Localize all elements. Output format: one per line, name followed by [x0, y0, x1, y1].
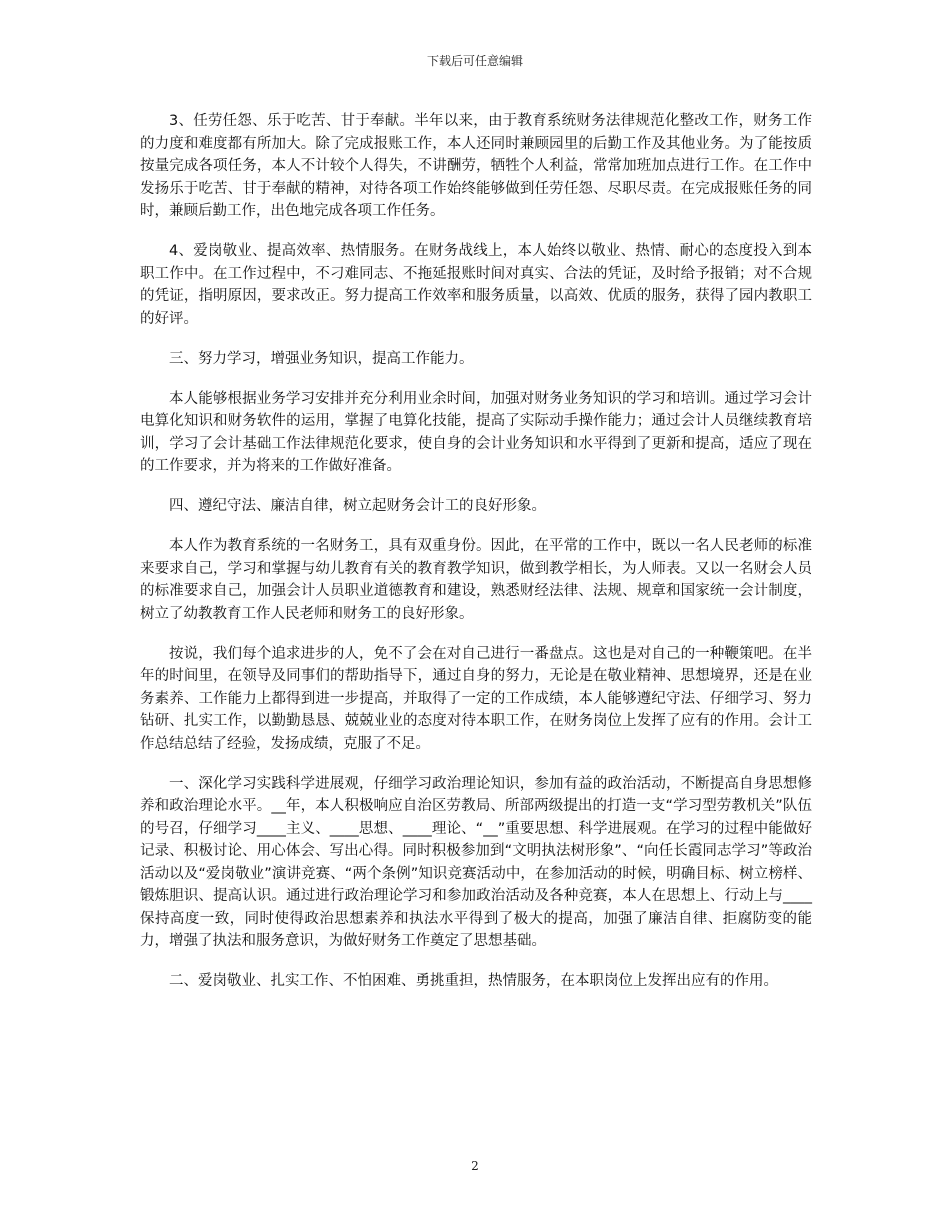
section-heading-discipline: 四、遵纪守法、廉洁自律，树立起财务会计工的良好形象。 — [169, 498, 546, 514]
paragraph-study: 本人能够根据业务学习安排并充分利用业余时间，加强对财务业务知识的学习和培训。通过学习会计电算化知识和财务软件的运用，掌握了电算化技能，提高了实际动手操作能力；通过会计人员继续教育培训，学习了会计基础工作法律规范化要求，使自身的会计业务知识和水平得到了更新和提高，适应了现在的工作要求，并为将来的工作做好准备。 — [140, 390, 812, 474]
paragraph-discipline: 本人作为教育系统的一名财务工，具有双重身份。因此，在平常的工作中，既以一名人民老师的标准来要求自己，学习和掌握与幼儿教育有关的教育教学知识，做到教学相长，为人师表。又以一名财会人员的标准要求自己，加强会计人员职业道德教育和建设，熟悉财经法律、法规、规章和国家统一会计制度，树立了幼教教育工作人民老师和财务工的良好形象。 — [140, 538, 812, 622]
paragraph-political-study: 一、深化学习实践科学进展观，仔细学习政治理论知识，参加有益的政治活动，不断提高自身思想修养和政治理论水平。__年，本人积极响应自治区劳教局、所部两级提出的打造一支“学习型劳教机关”队伍的号召，仔细学习____主义、____思想、____理论、“__”重要思想、科学进展观。在学习的过程中能做好记录、积极讨论、用心体会、写出心得。同时积极参加到“文明执法树形象”、“向任长霞同志学习”等政治活动以及“爱岗敬业”演讲竞赛、“两个条例”知识竞赛活动中，在参加活动的时候，明确目标、树立榜样、锻炼胆识、提高认识。通过进行政治理论学习和参加政治活动及各种竞赛，本人在思想上、行动上与____保持高度一致，同时使得政治思想素养和执法水平得到了极大的提高，加强了廉洁自律、拒腐防变的能力，增强了执法和服务意识，为做好财务工作奠定了思想基础。 — [140, 775, 812, 949]
page-number: 2 — [471, 1159, 479, 1173]
paragraph-summary: 按说，我们每个追求进步的人，免不了会在对自己进行一番盘点。这也是对自己的一种鞭策吧。在半年的时间里，在领导及同事们的帮助指导下，通过自身的努力，无论是在敬业精神、思想境界，还是在业务素养、工作能力上都得到进一步提高，并取得了一定的工作成绩，本人能够遵纪守法、仔细学习、努力钻研、扎实工作，以勤勤恳恳、兢兢业业的态度对待本职工作，在财务岗位上发挥了应有的作用。会计工作总结总结了经验，发扬成绩，克服了不足。 — [140, 645, 812, 752]
section-heading-study: 三、努力学习，增强业务知识，提高工作能力。 — [169, 350, 474, 367]
document-body — [140, 110, 812, 1010]
paragraph-efficiency-service: 4、爱岗敬业、提高效率、热情服务。在财务战线上，本人始终以敬业、热情、耐心的态度投入到本职工作中。在工作过程中，不刁难同志、不拖延报账时间对真实、合法的凭证，及时给予报销；对不合规的凭证，指明原因，要求改正。努力提高工作效率和服务质量，以高效、优质的服务，获得了园内教职工的好评。 — [140, 243, 812, 327]
page-header: 下载后可任意编辑 — [426, 54, 523, 68]
paragraph-dedication: 3、任劳任怨、乐于吃苦、甘于奉献。半年以来，由于教育系统财务法律规范化整改工作，财务工作的力度和难度都有所加大。除了完成报账工作，本人还同时兼顾园里的后勤工作及其他业务。为了能按质按量完成各项任务，本人不计较个人得失，不讲酬劳，牺牲个人利益，常常加班加点进行工作。在工作中发扬乐于吃苦、甘于奉献的精神，对待各项工作始终能够做到任劳任怨、尽职尽责。在完成报账任务的同时，兼顾后勤工作，出色地完成各项工作任务。 — [140, 113, 812, 219]
section-heading-dedication: 二、爱岗敬业、扎实工作、不怕困难、勇挑重担，热情服务，在本职岗位上发挥出应有的作用。 — [169, 973, 778, 989]
